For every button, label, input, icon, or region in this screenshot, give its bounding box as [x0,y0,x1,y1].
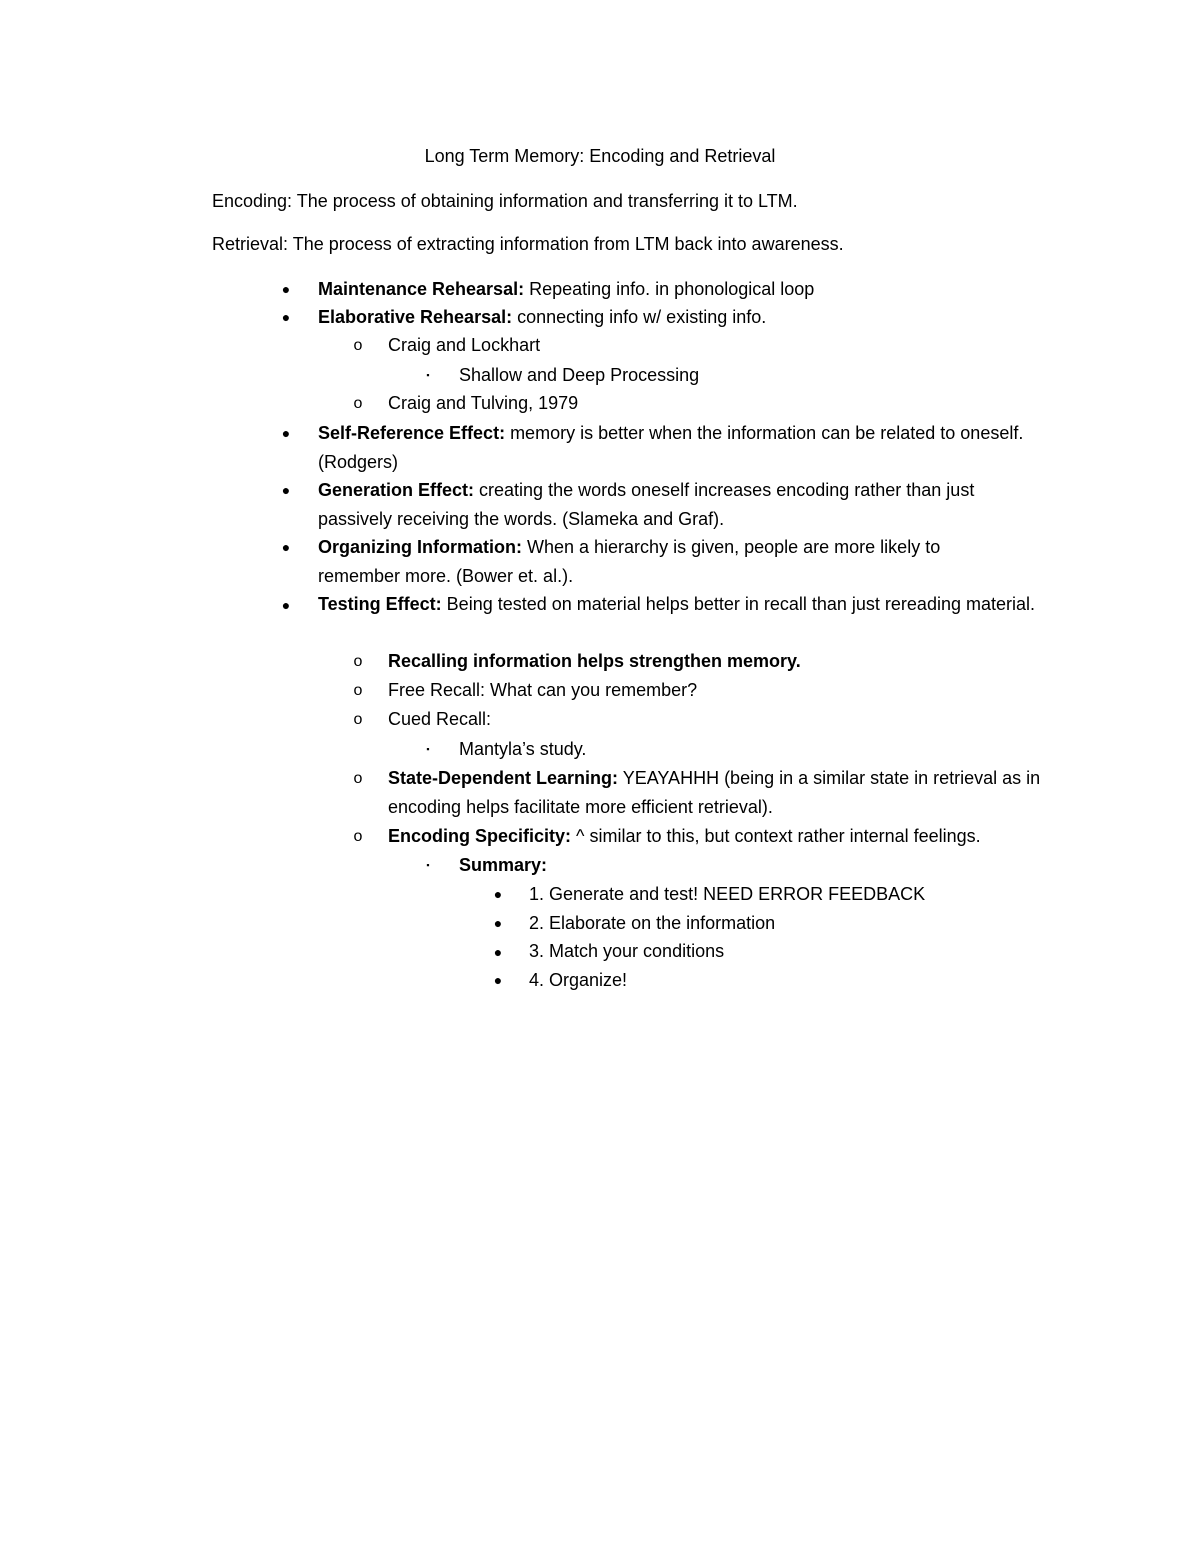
item-text: ^ similar to this, but context rather internal feelings. [571,826,981,846]
bullet-disc-icon: ● [493,886,503,902]
bullet-disc-icon: ● [493,944,503,960]
item-text: creating the words oneself increases encoding rather than just passively receiving the words. (Slameka and Graf). [318,480,975,529]
bullet-disc-icon: ● [493,972,503,988]
item-term: Maintenance Rehearsal: [318,279,525,299]
item-term: Generation Effect: [318,480,475,500]
definition-text: The process of obtaining information and transferring it to LTM. [292,191,798,211]
bullet-disc-icon: ● [281,309,291,325]
item-term: Organizing Information: [318,537,522,557]
encoding-definition [212,189,798,213]
bullet-circle-icon: o [353,337,363,354]
item-text: Shallow and Deep Processing [459,365,700,385]
bullet-disc-icon: ● [281,597,291,613]
item-text: connecting info w/ existing info. [512,307,767,327]
item-term: Recalling information helps strengthen memory. [388,651,801,671]
item-text: Repeating info. in phonological loop [524,279,815,299]
bullet-circle-icon: o [353,653,363,670]
retrieval-definition [212,232,844,256]
item-term: Encoding Specificity: [388,826,572,846]
item-term: Summary: [459,855,548,875]
item-text: 1. Generate and test! NEED ERROR FEEDBACK [529,884,926,904]
item-text: YEAYAHHH (being in a similar state in retrieval as in encoding helps facilitate more efficient retrieval). [388,768,1041,817]
bullet-circle-icon: o [353,828,363,845]
page-title: Long Term Memory: Encoding and Retrieval [424,146,776,166]
item-term: State-Dependent Learning: [388,768,619,788]
item-text: 3. Match your conditions [529,941,725,961]
item-text: Craig and Tulving, 1979 [388,393,579,413]
item-text: Being tested on material helps better in recall than just rereading material. [441,594,1035,614]
bullet-disc-icon: ● [281,482,291,498]
definition-term: Retrieval: [212,234,289,254]
item-text: Cued Recall: [388,709,492,729]
bullet-circle-icon: o [353,682,363,699]
item-term: Self-Reference Effect: [318,423,506,443]
item-text: Craig and Lockhart [388,335,541,355]
item-text: memory is better when the information can be related to oneself. (Rodgers) [318,423,1024,472]
bullet-square-icon: ▪ [426,860,430,870]
bullet-disc-icon: ● [493,915,503,931]
item-term: Testing Effect: [318,594,442,614]
item-text: Mantyla’s study. [459,739,587,759]
bullet-disc-icon: ● [281,281,291,297]
bullet-disc-icon: ● [281,539,291,555]
definition-term: Encoding: [212,191,293,211]
bullet-square-icon: ▪ [426,744,430,754]
bullet-circle-icon: o [353,711,363,728]
item-text: 2. Elaborate on the information [529,913,776,933]
bullet-square-icon: ▪ [426,370,430,380]
item-text: When a hierarchy is given, people are more likely to remember more. (Bower et. al.). [318,537,941,586]
item-term: Elaborative Rehearsal: [318,307,513,327]
bullet-circle-icon: o [353,770,363,787]
item-text: 4. Organize! [529,970,628,990]
item-text: Free Recall: What can you remember? [388,680,698,700]
definition-text: The process of extracting information from LTM back into awareness. [288,234,844,254]
bullet-circle-icon: o [353,395,363,412]
bullet-disc-icon: ● [281,425,291,441]
